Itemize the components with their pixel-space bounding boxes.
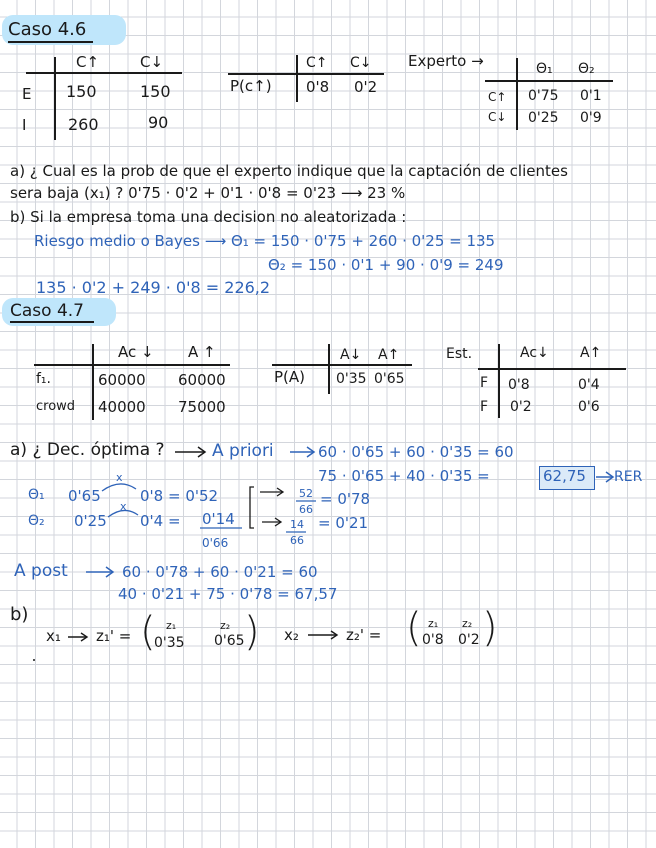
t3-cell: 0'1 — [580, 88, 602, 104]
t47-1-cell: 40000 — [98, 398, 146, 416]
matrix2-open-paren: ( — [406, 605, 422, 651]
theta2-times: x — [120, 500, 127, 513]
matrix1-close-paren: ) — [244, 609, 260, 655]
t3-cell: 0'25 — [528, 110, 559, 126]
t47-2-col2: A↑ — [378, 347, 400, 363]
t47-3-cell: 0'2 — [510, 399, 532, 415]
t3-col2: Θ₂ — [578, 61, 595, 77]
x2-label: x₂ — [284, 626, 299, 644]
t47-3-cell: 0'4 — [578, 377, 600, 393]
t47-1-col1: Ac ↓ — [118, 343, 154, 361]
apriori-label: A priori — [212, 441, 274, 461]
theta1-frac-num: 52 — [299, 487, 313, 500]
t47-3-cell: 0'8 — [508, 377, 530, 393]
t2-row: P(c↑) — [230, 77, 272, 95]
t47-3-row1: F — [480, 375, 489, 391]
t47-3-col1: Ac↓ — [520, 345, 549, 361]
matrix2-cell: z₂ — [462, 617, 473, 630]
t1-cell: 260 — [68, 115, 99, 134]
t1-col2: C↓ — [140, 53, 164, 71]
t47-1-col2: A ↑ — [188, 343, 216, 361]
theta-sum: 0'66 — [202, 536, 229, 550]
theta1-prior: 0'65 — [68, 487, 101, 505]
apriori-line2: 75 · 0'65 + 40 · 0'35 = — [318, 467, 490, 485]
t47-3-col2: A↑ — [580, 345, 602, 361]
t3-col1: Θ₁ — [536, 61, 553, 77]
t47-2-row: P(A) — [274, 368, 306, 386]
case47-question-b: b) — [10, 604, 29, 625]
z2-label: z₂' = — [346, 626, 382, 644]
theta1-label: Θ₁ — [28, 487, 45, 503]
t2-cell: 0'2 — [354, 78, 378, 96]
theta1-frac-den: 66 — [299, 503, 313, 516]
t3-label: Experto → — [408, 52, 484, 70]
theta2-prior: 0'25 — [74, 512, 107, 530]
matrix2-cell: 0'8 — [422, 632, 444, 648]
case46-question-b: b) Si la empresa toma una decision no aleatorizada : — [10, 208, 407, 226]
matrix1-cell: z₂ — [220, 619, 231, 632]
theta2-label: Θ₂ — [28, 513, 45, 529]
t3-cell: 0'75 — [528, 88, 559, 104]
theta1-posterior: = 0'78 — [320, 490, 371, 508]
riesgo-line3: 135 · 0'2 + 249 · 0'8 = 226,2 — [36, 278, 271, 297]
theta2-value: 0'14 — [202, 510, 235, 528]
t2-col2: C↓ — [350, 55, 372, 71]
theta2-frac-num: 14 — [290, 518, 304, 531]
t47-2-cell: 0'65 — [374, 371, 405, 387]
case46-heading: Caso 4.6 — [8, 19, 87, 40]
t3-row2: C↓ — [488, 110, 507, 124]
optimal-value: 62,75 — [543, 467, 586, 485]
t47-3-label: Est. — [446, 346, 473, 362]
t3-cell: 0'9 — [580, 110, 602, 126]
riesgo-line1: Riesgo medio o Bayes ⟶ Θ₁ = 150 · 0'75 + 260 · 0'25 = 135 — [34, 232, 496, 250]
t47-1-row1: f₁. — [36, 371, 51, 387]
riesgo-line2: Θ₂ = 150 · 0'1 + 90 · 0'9 = 249 — [268, 256, 504, 274]
case47-heading: Caso 4.7 — [10, 301, 84, 321]
t1-cell: 150 — [66, 82, 97, 101]
t1-row1: E — [22, 85, 32, 103]
t1-col1: C↑ — [76, 53, 100, 71]
t47-2-cell: 0'35 — [336, 371, 367, 387]
apost-line1: 60 · 0'78 + 60 · 0'21 = 60 — [122, 563, 318, 581]
case46-question-a-line1: a) ¿ Cual es la prob de que el experto indique que la captación de clientes — [10, 162, 568, 180]
matrix2-cell: 0'2 — [458, 632, 480, 648]
t1-row2: I — [22, 116, 27, 134]
matrix2-close-paren: ) — [482, 605, 498, 651]
matrix1-cell: 0'35 — [154, 635, 185, 651]
matrix2-cell: z₁ — [428, 617, 439, 630]
t47-1-row2: crowd — [36, 399, 76, 414]
t47-1-cell: 60000 — [98, 371, 146, 389]
matrix1-cell: 0'65 — [214, 633, 245, 649]
apost-line2: 40 · 0'21 + 75 · 0'78 = 67,57 — [118, 585, 338, 603]
t1-cell: 90 — [148, 113, 169, 132]
t47-1-cell: 60000 — [178, 371, 226, 389]
theta2-calc: 0'4 = — [140, 512, 181, 530]
matrix1-open-paren: ( — [140, 609, 156, 655]
theta1-calc: 0'8 = 0'52 — [140, 487, 219, 505]
t2-cell: 0'8 — [306, 78, 330, 96]
matrix1-cell: z₁ — [166, 619, 177, 632]
t1-cell: 150 — [140, 82, 171, 101]
apriori-line1: 60 · 0'65 + 60 · 0'35 = 60 — [318, 443, 514, 461]
t47-3-row2: F — [480, 399, 489, 415]
t47-2-col1: A↓ — [340, 347, 362, 363]
x1-label: x₁ — [46, 627, 61, 645]
t47-3-cell: 0'6 — [578, 399, 600, 415]
case46-question-a-line2: sera baja (x₁) ? 0'75 · 0'2 + 0'1 · 0'8 = 0'23 ⟶ 23 % — [10, 184, 406, 202]
case47-question-a: a) ¿ Dec. óptima ? — [10, 440, 165, 460]
apost-label: A post — [14, 561, 68, 581]
theta2-frac-den: 66 — [290, 534, 304, 547]
z1-label: z₁' = — [96, 627, 132, 645]
t47-1-cell: 75000 — [178, 398, 226, 416]
theta1-times: x — [116, 471, 123, 484]
rer-label: RER — [614, 469, 643, 485]
t3-row1: C↑ — [488, 90, 507, 104]
theta2-posterior: = 0'21 — [318, 514, 369, 532]
t2-col1: C↑ — [306, 55, 328, 71]
